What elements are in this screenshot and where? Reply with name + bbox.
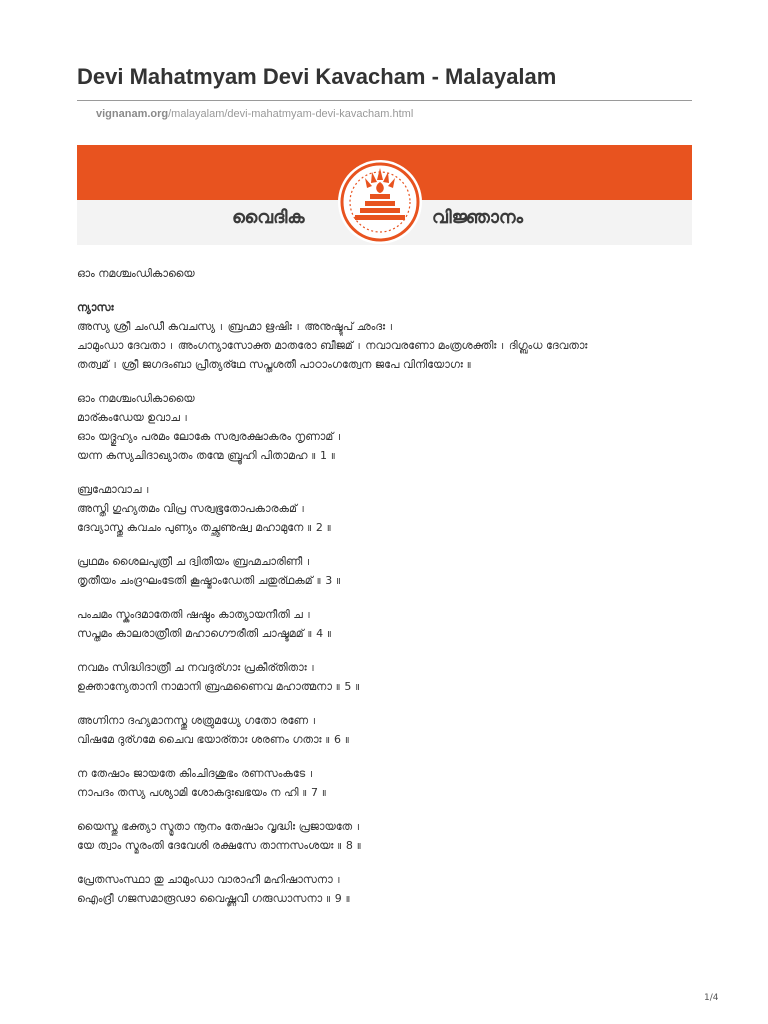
verse-line: ബ്രഹ്മോവാച । (77, 483, 151, 496)
banner-text-vaidika: വൈദിക (232, 207, 305, 228)
verse-line: പ്രഥമം ശൈലപുത്രീ ച ദ്വിതീയം ബ്രഹ്മചാരിണീ । (77, 555, 312, 568)
verse-line: മാര്കംഡേയ ഉവാച । (77, 411, 189, 424)
verse-line: ദേവ്യാസ്തു കവചം പുണ്യം തച്ഛൃണുഷ്വ മഹാമുനേ ॥ 2 ॥ (77, 521, 332, 534)
page-number: 1/4 (704, 993, 719, 1003)
stotram-text (77, 264, 692, 908)
verse-line: അഗ്നിനാ ദഹ്യമാനസ്തു ശത്രുമധ്യേ ഗതോ രണേ । (77, 714, 318, 727)
stanza-gap (77, 802, 692, 817)
verse-line: അസ്തി ഗുഹ്യതമം വിപ്ര സര്വഭൂതോപകാരകമ് । (77, 502, 306, 515)
source-link[interactable] (96, 108, 413, 120)
verse-line: പ്രേതസംസ്ഥാ തു ചാമുംഡാ വാരാഹീ മഹിഷാസനാ । (77, 873, 342, 886)
verse-line: ഉക്താന്യേതാനി നാമാനി ബ്രഹ്മണൈവ മഹാത്മനാ ॥ 5 ॥ (77, 680, 361, 693)
stanza-gap (77, 465, 692, 480)
verse-line: ഐംദ്രീ ഗജസമാരൂഢാ വൈഷ്ണവീ ഗരുഡാസനാ ॥ 9 ॥ (77, 892, 351, 905)
verse-line: യേ ത്വാം സ്മരംതി ദേവേശി രക്ഷസേ താന്നസംശയഃ ॥ 8 ॥ (77, 839, 362, 852)
page-title: Devi Mahatmyam Devi Kavacham - Malayalam (77, 64, 557, 89)
verse-line: തത്വമ് । ശ്രീ ജഗദംബാ പ്രീത്യര്ഥേ സപ്തശതീ പാഠാംഗത്വേന ജപേ വിനിയോഗഃ ॥ (77, 358, 472, 371)
source-link-path[interactable]: /malayalam/devi-mahatmyam-devi-kavacham.html (168, 108, 414, 120)
stanza-gap (77, 696, 692, 711)
verse-line: ഓം നമശ്ചംഡികായൈ (77, 392, 195, 405)
verse-line: നാപദം തസ്യ പശ്യാമി ശോകദുഃഖഭയം ന ഹി ॥ 7 ॥ (77, 786, 328, 799)
verse-line: യൈസ്തു ഭക്ത്യാ സ്മൃതാ നൂനം തേഷാം വൃദ്ധിഃ പ്രജായതേ । (77, 820, 362, 833)
verse-line: ഓം നമശ്ചംഡികായൈ (77, 267, 195, 280)
source-link-domain[interactable]: vignanam.org (96, 108, 169, 120)
verse-line: വിഷമേ ദുര്ഗമേ ചൈവ ഭയാര്താഃ ശരണം ഗതാഃ ॥ 6 ॥ (77, 733, 351, 746)
stanza-gap (77, 537, 692, 552)
verse-line: ചാമുംഡാ ദേവതാ । അംഗന്യാസോക്ത മാതരോ ബീജമ് । നവാവരണോ മംത്രശക്തിഃ । ദിഗ്ബംധ ദേവതാഃ (77, 339, 588, 352)
stanza-gap (77, 855, 692, 870)
stanza-gap (77, 749, 692, 764)
verse-line: പംചമം സ്കംദമാതേതി ഷഷ്ഠം കാത്യായനീതി ച । (77, 608, 312, 621)
title-divider (77, 100, 692, 101)
vaidika-vignanam-logo (334, 158, 426, 245)
verse-line: നവമം സിദ്ധിദാത്രീ ച നവദുര്ഗാഃ പ്രകീര്തിതാഃ । (77, 661, 316, 674)
verse-line: ഓം യദ്ഗുഹ്യം പരമം ലോകേ സര്വരക്ഷാകരം നൃണാമ് । (77, 430, 343, 443)
verse-line: സപ്തമം കാലരാത്രീതി മഹാഗൌരീതി ചാഷ്ടമമ് ॥ 4 ॥ (77, 627, 333, 640)
verse-line: യന്ന കസ്യചിദാഖ്യാതം തന്മേ ബ്രൂഹി പിതാമഹ ॥ 1 ॥ (77, 449, 337, 462)
verse-line: തൃതീയം ചംദ്രഘംടേതി കൂഷ്മാംഡേതി ചതുര്ഥകമ് ॥ 3 ॥ (77, 574, 342, 587)
vignanam-banner (77, 145, 692, 245)
section-heading: ന്യാസഃ (77, 301, 114, 314)
stanza-gap (77, 643, 692, 658)
stanza-gap (77, 590, 692, 605)
verse-line: അസ്യ ശ്രീ ചംഡീ കവചസ്യ । ബ്രഹ്മാ ഋഷിഃ । അനുഷ്ടുപ് ഛംദഃ । (77, 320, 395, 333)
stanza-gap (77, 283, 692, 298)
stanza-gap (77, 374, 692, 389)
verse-line: ന തേഷാം ജായതേ കിംചിദശുഭം രണസംകടേ । (77, 767, 315, 780)
banner-text-vignanam: വിജ്ഞാനം (432, 207, 524, 228)
